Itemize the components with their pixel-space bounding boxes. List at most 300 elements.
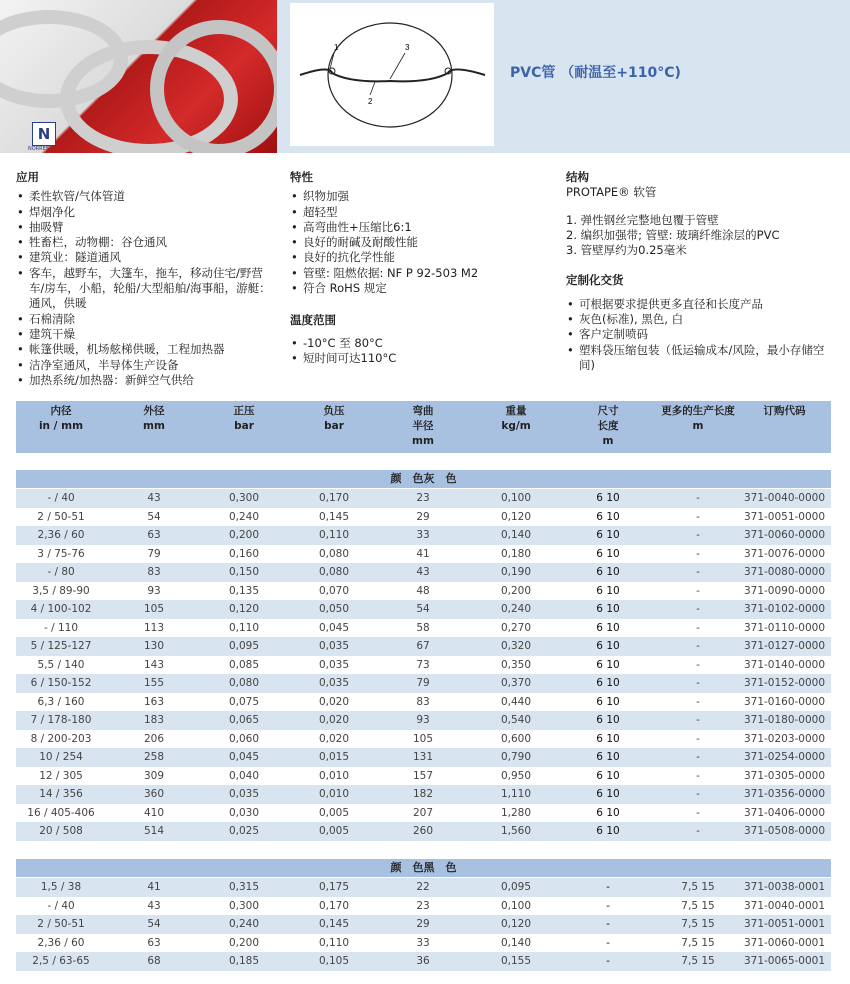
- table-cell: 10 / 254: [39, 751, 83, 763]
- table-cell: 0,080: [318, 547, 350, 560]
- list-item: • -10°C 至 80°C: [290, 336, 550, 351]
- table-row: [16, 934, 831, 953]
- table-cell: 0,140: [500, 936, 532, 949]
- table-row: [16, 878, 831, 897]
- table-cell: 6,3 / 160: [37, 695, 85, 708]
- table-row: [16, 674, 831, 693]
- table-cell: 0,110: [228, 621, 260, 634]
- diagram-label-2: 2: [368, 97, 373, 106]
- table-cell: 6 10: [596, 714, 620, 726]
- table-cell: 0,065: [228, 714, 260, 726]
- table-cell: 41: [416, 547, 430, 560]
- grey-color-heading: 颜 色灰 色: [16, 470, 831, 488]
- table-cell: -: [696, 695, 700, 708]
- norres-logo-text: NORRES: [28, 146, 49, 152]
- table-cell: -: [696, 603, 700, 615]
- header-length: 尺寸 长度 m: [597, 405, 619, 447]
- list-item: • 帐篷供暖，机场舷梯供暖，工程加热器: [16, 342, 278, 357]
- table-cell: 0,035: [318, 640, 350, 652]
- table-cell: 0,100: [500, 899, 532, 912]
- table-cell: 7,5 15: [681, 881, 715, 893]
- temperature-list: [290, 336, 550, 367]
- table-cell: 105: [412, 732, 434, 745]
- table-cell: 29: [416, 918, 430, 930]
- table-row: [16, 489, 831, 508]
- list-item: • 可根据要求提供更多直径和长度产品: [566, 297, 834, 312]
- table-cell: 0,200: [228, 529, 260, 541]
- table-row: [16, 785, 831, 804]
- structure-list: [566, 213, 834, 259]
- header-inner-diameter: 内径 in / mm: [38, 405, 84, 432]
- list-item: • 高弯曲性+压缩比6:1: [290, 220, 550, 235]
- table-cell: 258: [143, 751, 165, 763]
- hose-cross-section-diagram: [290, 3, 494, 146]
- list-item: • 良好的耐碱及耐酸性能: [290, 235, 550, 250]
- table-cell: 0,190: [500, 566, 532, 578]
- table-cell: 0,060: [228, 732, 260, 745]
- table-cell: 371-0051-0001: [743, 918, 826, 930]
- table-cell: 7,5 15: [681, 936, 715, 949]
- table-cell: -: [696, 788, 700, 800]
- table-cell: 371-0040-0001: [743, 899, 826, 912]
- temperature-heading: 温度范围: [290, 313, 336, 328]
- table-cell: 6 10: [596, 640, 620, 652]
- table-cell: 371-0356-0000: [743, 788, 826, 800]
- table-cell: 371-0060-0001: [743, 936, 826, 949]
- table-cell: 360: [143, 788, 165, 800]
- table-cell: 371-0160-0000: [743, 695, 826, 708]
- list-item: • 符合 RoHS 规定: [290, 281, 550, 296]
- table-cell: - / 40: [47, 899, 75, 912]
- diagram-label-1: 1: [334, 43, 339, 52]
- table-cell: 1,560: [500, 825, 532, 837]
- table-cell: 43: [147, 492, 161, 504]
- header-order-code: 订购代码: [763, 405, 806, 417]
- table-cell: 83: [416, 695, 430, 708]
- table-cell: 33: [416, 529, 430, 541]
- table-cell: 0,170: [318, 492, 350, 504]
- list-item: 1. 弹性钢丝完整地包覆于管壁: [566, 212, 719, 227]
- table-cell: 6 10: [596, 732, 620, 745]
- table-cell: 7,5 15: [681, 899, 715, 912]
- table-cell: 54: [147, 510, 161, 523]
- table-cell: 1,280: [500, 806, 532, 819]
- table-cell: 0,040: [228, 769, 260, 782]
- table-cell: 0,070: [318, 584, 350, 597]
- table-cell: 73: [416, 658, 430, 671]
- table-cell: 0,050: [318, 603, 350, 615]
- table-cell: 1,5 / 38: [40, 881, 82, 893]
- list-item: 2. 编织加强带; 管壁: 玻璃纤维涂层的PVC: [566, 227, 780, 242]
- table-cell: 6 10: [596, 769, 620, 782]
- table-cell: 207: [412, 806, 434, 819]
- table-cell: 410: [143, 806, 165, 819]
- table-cell: 371-0127-0000: [743, 640, 826, 652]
- table-cell: 14 / 356: [39, 788, 83, 800]
- table-cell: 0,005: [318, 825, 350, 837]
- grey-table-body: [16, 489, 831, 841]
- table-cell: 206: [143, 732, 165, 745]
- table-cell: -: [606, 899, 610, 912]
- table-cell: 43: [416, 566, 430, 578]
- list-item: • 柔性软管/气体管道: [16, 189, 278, 204]
- product-title: PVC管 （耐温至+110°C): [510, 65, 681, 81]
- table-cell: 0,030: [228, 806, 260, 819]
- table-cell: 0,240: [500, 603, 532, 615]
- applications-section: [16, 170, 278, 388]
- table-cell: 6 10: [596, 677, 620, 689]
- list-item: • 抽吸臂: [16, 220, 278, 235]
- list-item: 3. 管壁厚约为0.25毫米: [566, 243, 687, 258]
- table-cell: 0,010: [318, 788, 350, 800]
- table-cell: 371-0038-0001: [743, 881, 826, 893]
- table-cell: 0,075: [228, 695, 260, 708]
- table-cell: 83: [147, 566, 161, 578]
- table-cell: 105: [143, 603, 165, 615]
- table-cell: 0,170: [318, 899, 350, 912]
- table-cell: 36: [416, 955, 430, 967]
- structure-section: [566, 170, 834, 373]
- table-cell: 0,035: [318, 677, 350, 689]
- table-cell: 371-0040-0000: [743, 492, 826, 504]
- structure-heading: 结构: [566, 170, 589, 184]
- table-cell: -: [696, 677, 700, 689]
- table-cell: 63: [147, 529, 161, 541]
- table-row: [16, 767, 831, 786]
- table-cell: -: [696, 732, 700, 745]
- custom-delivery-heading: 定制化交货: [566, 273, 624, 288]
- applications-list: [16, 189, 278, 388]
- table-cell: 0,035: [318, 658, 350, 671]
- table-cell: 371-0076-0000: [743, 547, 826, 560]
- applications-heading: 应用: [16, 170, 39, 184]
- header-negative-pressure: 负压 bar: [323, 405, 345, 432]
- header-positive-pressure: 正压 bar: [233, 405, 255, 432]
- table-cell: 63: [147, 936, 161, 949]
- list-item: • 石棉清除: [16, 312, 278, 327]
- table-cell: 0,540: [500, 714, 532, 726]
- list-item: • 管壁: 阻燃依据: NF P 92-503 M2: [290, 266, 550, 281]
- table-cell: 0,045: [318, 621, 350, 634]
- table-cell: 0,150: [228, 566, 260, 578]
- table-cell: -: [606, 955, 610, 967]
- table-cell: 0,950: [500, 769, 532, 782]
- list-item: • 塑料袋压缩包装（低运输成本/风险，最小存储空间): [566, 343, 834, 374]
- table-cell: 23: [416, 899, 430, 912]
- table-cell: 130: [143, 640, 165, 652]
- table-cell: 260: [412, 825, 434, 837]
- table-cell: -: [696, 584, 700, 597]
- table-cell: 0,025: [228, 825, 260, 837]
- table-cell: 0,140: [500, 529, 532, 541]
- table-cell: - / 110: [43, 621, 79, 634]
- table-cell: 0,180: [500, 547, 532, 560]
- table-cell: 0,300: [228, 492, 260, 504]
- table-cell: 0,155: [500, 955, 532, 967]
- table-cell: 371-0051-0000: [743, 510, 826, 523]
- table-cell: 79: [416, 677, 430, 689]
- table-cell: 0,120: [500, 918, 532, 930]
- table-cell: 6 10: [596, 529, 620, 541]
- table-cell: 371-0110-0000: [743, 621, 826, 634]
- table-cell: 6 10: [596, 751, 620, 763]
- table-cell: 0,120: [500, 510, 532, 523]
- table-cell: 0,440: [500, 695, 532, 708]
- table-cell: 6 10: [596, 788, 620, 800]
- table-cell: 0,120: [228, 603, 260, 615]
- table-row: [16, 637, 831, 656]
- table-cell: 6 10: [596, 492, 620, 504]
- table-cell: -: [696, 492, 700, 504]
- table-row: [16, 730, 831, 749]
- table-row: [16, 897, 831, 916]
- table-cell: 12 / 305: [39, 769, 83, 782]
- product-photo: [0, 0, 277, 153]
- table-cell: 93: [416, 714, 430, 726]
- norres-logo: N: [32, 122, 56, 146]
- table-cell: 163: [143, 695, 165, 708]
- table-cell: 0,200: [228, 936, 260, 949]
- table-cell: 371-0152-0000: [743, 677, 826, 689]
- list-item: • 洁净室通风，半导体生产设备: [16, 358, 278, 373]
- table-row: [16, 526, 831, 545]
- table-row: [16, 656, 831, 675]
- table-cell: -: [696, 751, 700, 763]
- table-cell: 182: [412, 788, 434, 800]
- table-cell: 5 / 125-127: [30, 640, 92, 652]
- table-cell: 0,135: [228, 584, 260, 597]
- table-cell: 0,790: [500, 751, 532, 763]
- table-cell: 48: [416, 584, 430, 597]
- table-cell: 1,110: [500, 788, 532, 800]
- table-cell: 33: [416, 936, 430, 949]
- list-item: • 织物加强: [290, 189, 550, 204]
- table-row: [16, 822, 831, 841]
- table-cell: 3,5 / 89-90: [32, 584, 90, 597]
- table-cell: 6 10: [596, 566, 620, 578]
- table-cell: 514: [143, 825, 165, 837]
- table-cell: 7,5 15: [681, 918, 715, 930]
- table-cell: 0,010: [318, 769, 350, 782]
- table-cell: 0,015: [318, 751, 350, 763]
- table-cell: 6 10: [596, 695, 620, 708]
- table-cell: 0,300: [228, 899, 260, 912]
- table-cell: 0,145: [318, 918, 350, 930]
- list-item: • 加热系统/加热器：新鲜空气供给: [16, 373, 278, 388]
- table-cell: 371-0090-0000: [743, 584, 826, 597]
- list-item: • 建筑业：隧道通风: [16, 250, 278, 265]
- list-item: • 牲畜栏，动物棚：谷仓通风: [16, 235, 278, 250]
- list-item: • 客户定制喷码: [566, 327, 834, 342]
- table-cell: 6 10: [596, 825, 620, 837]
- header-outer-diameter: 外径 mm: [143, 405, 165, 432]
- table-cell: 0,045: [228, 751, 260, 763]
- table-cell: -: [606, 881, 610, 893]
- table-cell: 371-0140-0000: [743, 658, 826, 671]
- table-cell: 0,320: [500, 640, 532, 652]
- table-cell: -: [696, 547, 700, 560]
- table-cell: 0,370: [500, 677, 532, 689]
- table-cell: 7 / 178-180: [30, 714, 92, 726]
- table-cell: 0,100: [500, 492, 532, 504]
- table-cell: 371-0060-0000: [743, 529, 826, 541]
- table-cell: 2 / 50-51: [37, 510, 85, 523]
- table-cell: 371-0305-0000: [743, 769, 826, 782]
- table-cell: 6 10: [596, 806, 620, 819]
- table-row: [16, 545, 831, 564]
- table-cell: 0,240: [228, 918, 260, 930]
- table-cell: 23: [416, 492, 430, 504]
- table-cell: 2,36 / 60: [37, 936, 85, 949]
- table-cell: 6 10: [596, 547, 620, 560]
- table-cell: 54: [416, 603, 430, 615]
- table-row: [16, 693, 831, 712]
- diagram-label-3: 3: [405, 43, 410, 52]
- table-cell: 0,085: [228, 658, 260, 671]
- table-cell: 5,5 / 140: [37, 658, 85, 671]
- table-row: [16, 619, 831, 638]
- table-cell: 0,095: [228, 640, 260, 652]
- table-cell: -: [696, 658, 700, 671]
- table-cell: 0,315: [228, 881, 260, 893]
- table-cell: 371-0508-0000: [743, 825, 826, 837]
- table-cell: 2,36 / 60: [37, 529, 85, 541]
- table-cell: 0,020: [318, 695, 350, 708]
- table-row: [16, 582, 831, 601]
- table-cell: 371-0203-0000: [743, 732, 826, 745]
- table-cell: -: [696, 769, 700, 782]
- table-cell: 0,175: [318, 881, 350, 893]
- table-cell: -: [696, 510, 700, 523]
- table-cell: -: [696, 806, 700, 819]
- table-cell: 157: [412, 769, 434, 782]
- table-cell: 93: [147, 584, 161, 597]
- table-cell: - / 40: [47, 492, 75, 504]
- table-cell: 6 10: [596, 621, 620, 634]
- table-cell: 0,095: [500, 881, 532, 893]
- table-cell: 0,270: [500, 621, 532, 634]
- table-cell: -: [606, 918, 610, 930]
- table-cell: 0,020: [318, 714, 350, 726]
- table-cell: 6 10: [596, 603, 620, 615]
- table-cell: 58: [416, 621, 430, 634]
- table-cell: 113: [143, 621, 165, 634]
- table-cell: 371-0065-0001: [743, 955, 826, 967]
- table-cell: 0,600: [500, 732, 532, 745]
- table-cell: 41: [147, 881, 161, 893]
- table-cell: 6 10: [596, 584, 620, 597]
- table-cell: 6 10: [596, 510, 620, 523]
- list-item: • 超轻型: [290, 205, 550, 220]
- table-cell: 371-0102-0000: [743, 603, 826, 615]
- table-cell: 0,080: [228, 677, 260, 689]
- custom-delivery-list: [566, 297, 834, 373]
- features-heading: 特性: [290, 170, 313, 184]
- table-cell: 0,185: [228, 955, 260, 967]
- table-cell: 0,240: [228, 510, 260, 523]
- table-cell: 183: [143, 714, 165, 726]
- table-row: [16, 600, 831, 619]
- table-cell: 6 10: [596, 658, 620, 671]
- table-header: [16, 401, 831, 453]
- table-cell: 0,005: [318, 806, 350, 819]
- table-cell: 79: [147, 547, 161, 560]
- table-cell: 371-0254-0000: [743, 751, 826, 763]
- table-cell: 0,350: [500, 658, 532, 671]
- table-cell: 0,200: [500, 584, 532, 597]
- table-cell: 43: [147, 899, 161, 912]
- table-cell: - / 80: [47, 566, 75, 578]
- table-cell: 0,110: [318, 936, 350, 949]
- table-cell: 309: [143, 769, 165, 782]
- table-cell: 67: [416, 640, 430, 652]
- table-row: [16, 915, 831, 934]
- list-item: • 良好的抗化学性能: [290, 250, 550, 265]
- table-row: [16, 563, 831, 582]
- table-cell: 7,5 15: [681, 955, 715, 967]
- structure-subtitle: PROTAPE® 软管: [566, 185, 657, 200]
- table-cell: 29: [416, 510, 430, 523]
- table-cell: 54: [147, 918, 161, 930]
- table-cell: 8 / 200-203: [30, 732, 92, 745]
- features-section: [290, 170, 550, 366]
- table-cell: -: [696, 566, 700, 578]
- list-item: • 建筑干燥: [16, 327, 278, 342]
- list-item: • 客车，越野车，大篷车，拖车，移动住宅/野营车/房车，小船，轮船/大型船舶/海事船，游艇：通风，供暖: [16, 266, 278, 312]
- table-cell: 3 / 75-76: [37, 547, 85, 560]
- table-cell: 0,145: [318, 510, 350, 523]
- table-cell: -: [696, 714, 700, 726]
- table-cell: -: [696, 621, 700, 634]
- table-cell: -: [696, 529, 700, 541]
- table-cell: 0,020: [318, 732, 350, 745]
- table-cell: 20 / 508: [39, 825, 83, 837]
- table-cell: 22: [416, 881, 430, 893]
- header-weight: 重量 kg/m: [501, 405, 531, 432]
- table-cell: 16 / 405-406: [27, 806, 95, 819]
- table-cell: 131: [412, 751, 434, 763]
- table-cell: 68: [147, 955, 161, 967]
- table-cell: 0,105: [318, 955, 350, 967]
- table-cell: 0,035: [228, 788, 260, 800]
- table-cell: 155: [143, 677, 165, 689]
- table-row: [16, 804, 831, 823]
- header-bend-radius: 弯曲 半径 mm: [412, 405, 434, 447]
- table-cell: 2,5 / 63-65: [32, 955, 90, 967]
- table-cell: -: [606, 936, 610, 949]
- table-cell: 0,160: [228, 547, 260, 560]
- table-cell: 0,110: [318, 529, 350, 541]
- table-row: [16, 748, 831, 767]
- table-cell: 371-0180-0000: [743, 714, 826, 726]
- table-cell: 371-0080-0000: [743, 566, 826, 578]
- black-table-body: [16, 878, 831, 971]
- table-cell: 4 / 100-102: [30, 603, 92, 615]
- table-row: [16, 508, 831, 527]
- table-cell: 371-0406-0000: [743, 806, 826, 819]
- table-cell: 143: [143, 658, 165, 671]
- table-cell: -: [696, 640, 700, 652]
- table-cell: -: [696, 825, 700, 837]
- features-list: [290, 189, 550, 296]
- table-cell: 0,080: [318, 566, 350, 578]
- header-more-lengths: 更多的生产长度 m: [661, 405, 735, 432]
- table-row: [16, 711, 831, 730]
- list-item: • 短时间可达110°C: [290, 351, 550, 366]
- table-row: [16, 952, 831, 971]
- table-cell: 6 / 150-152: [30, 677, 92, 689]
- list-item: • 灰色(标准), 黑色, 白: [566, 312, 834, 327]
